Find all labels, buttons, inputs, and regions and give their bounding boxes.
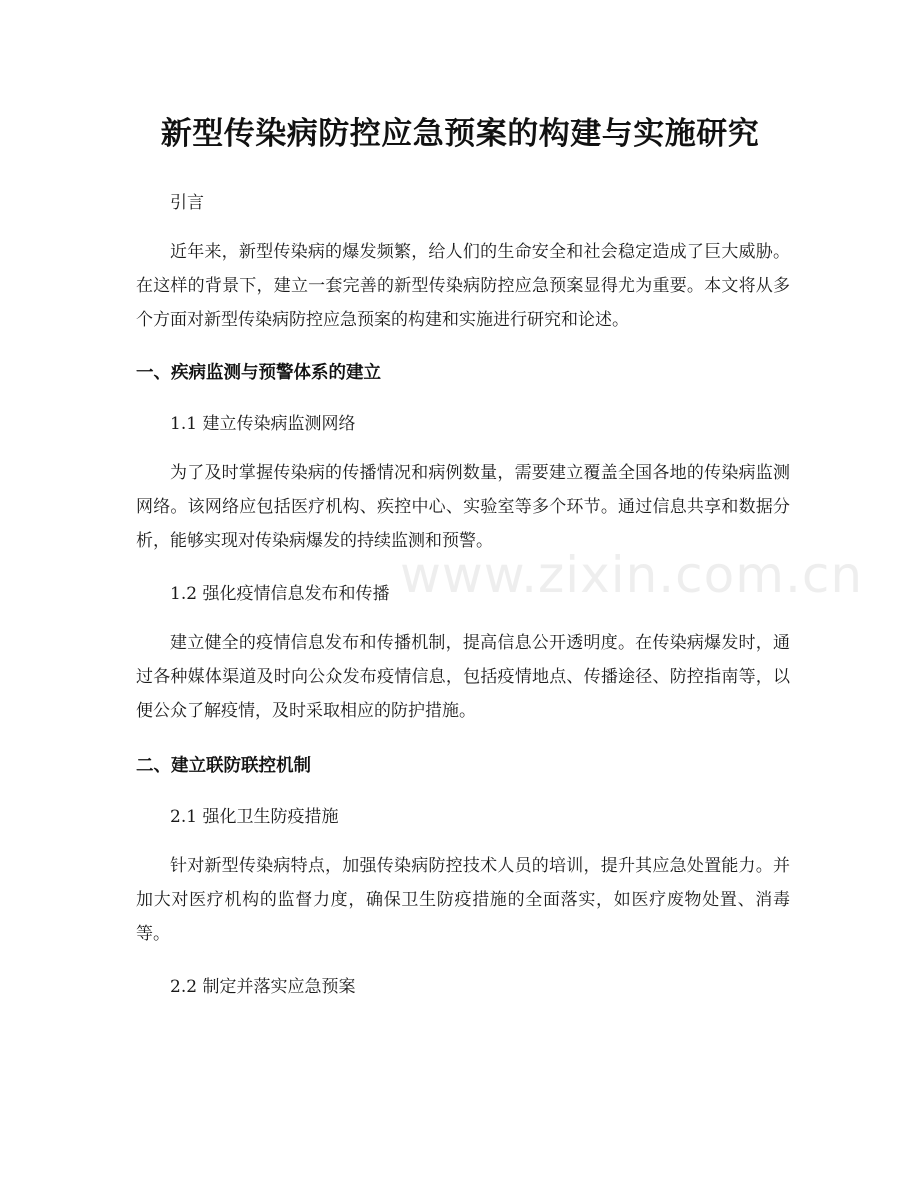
document-title: 新型传染病防控应急预案的构建与实施研究 xyxy=(160,116,760,152)
subsection-heading-2-2: 2.2 制定并落实应急预案 xyxy=(170,977,356,997)
subsection-heading-1-1: 1.1 建立传染病监测网络 xyxy=(170,414,356,434)
section-heading-1: 一、疾病监测与预警体系的建立 xyxy=(136,363,381,383)
subsection-paragraph-2-1: 针对新型传染病特点，加强传染病防控技术人员的培训，提升其应急处置能力。并加大对医疗机构的监督力度，确保卫生防疫措施的全面落实，如医疗废物处置、消毒等。 xyxy=(136,856,790,944)
intro-label: 引言 xyxy=(170,193,204,213)
subsection-paragraph-1-1: 为了及时掌握传染病的传播情况和病例数量，需要建立覆盖全国各地的传染病监测网络。该网络应包括医疗机构、疾控中心、实验室等多个环节。通过信息共享和数据分析，能够实现对传染病爆发的持续监测和预警。 xyxy=(136,463,790,551)
intro-paragraph: 近年来，新型传染病的爆发频繁，给人们的生命安全和社会稳定造成了巨大威胁。在这样的背景下，建立一套完善的新型传染病防控应急预案显得尤为重要。本文将从多个方面对新型传染病防控应急预案的构建和实施进行研究和论述。 xyxy=(136,242,790,330)
subsection-heading-1-2: 1.2 强化疫情信息发布和传播 xyxy=(170,584,390,604)
section-heading-2: 二、建立联防联控机制 xyxy=(136,756,311,776)
subsection-heading-2-1: 2.1 强化卫生防疫措施 xyxy=(170,807,339,827)
subsection-paragraph-1-2: 建立健全的疫情信息发布和传播机制，提高信息公开透明度。在传染病爆发时，通过各种媒体渠道及时向公众发布疫情信息，包括疫情地点、传播途径、防控指南等，以便公众了解疫情，及时采取相应的防护措施。 xyxy=(136,633,790,721)
watermark: www.zixin.com.cn xyxy=(400,546,864,604)
